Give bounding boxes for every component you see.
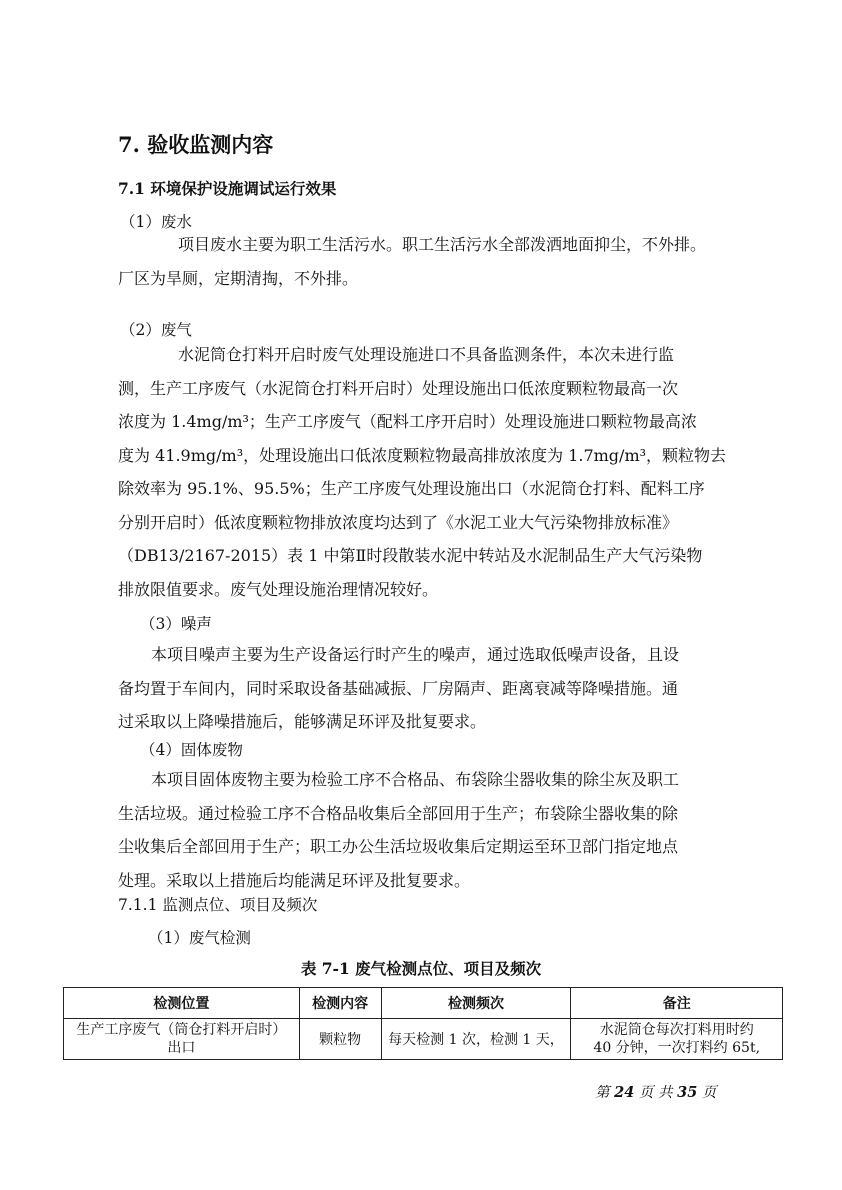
text-line: 处理。采取以上措施后均能满足环评及批复要求。 xyxy=(118,870,471,890)
section-title: 7. 验收监测内容 xyxy=(118,132,274,157)
text-line: 过采取以上降噪措施后，能够满足环评及批复要求。 xyxy=(118,712,487,731)
text-line: 排放限值要求。废气处理设施治理情况较好。 xyxy=(118,579,439,599)
cell-line: 水泥筒仓每次打料用时约 xyxy=(599,1022,754,1038)
text-line: 本项目固体废物主要为检验工序不合格品、布袋除尘器收集的除尘灰及职工 xyxy=(151,770,680,789)
text-line: 浓度为 1.4mg/m³；生产工序废气（配料工序开启时）处理设施进口颗粒物最高浓 xyxy=(118,412,697,431)
table-caption: 表 7-1 废气检测点位、项目及频次 xyxy=(300,959,542,978)
footer-suffix: 页 xyxy=(701,1085,717,1101)
solid-waste-paragraph xyxy=(118,763,728,897)
solid-waste-heading: （4）固体废物 xyxy=(140,741,243,759)
footer-prefix: 第 xyxy=(595,1085,610,1101)
exhaust-heading: （2）废气 xyxy=(120,321,192,339)
table-cell xyxy=(64,1019,300,1060)
text-line: 除效率为 95.1%、95.5%；生产工序废气处理设施出口（水泥筒仓打料、配料工序 xyxy=(118,479,705,498)
text-line: 项目废水主要为职工生活污水。职工生活污水全部泼洒地面抑尘，不外排。 xyxy=(178,235,707,254)
table-cell: 颗粒物 xyxy=(299,1019,381,1060)
text-line: 厂区为旱厕，定期清掏，不外排。 xyxy=(118,268,359,288)
wastewater-paragraph xyxy=(118,228,728,295)
cell-line: 生产工序废气（筒仓打料开启时） xyxy=(76,1022,287,1038)
noise-paragraph xyxy=(118,638,728,739)
text-line: 尘收集后全部回用于生产；职工办公生活垃圾收集后定期运至环卫部门指定地点 xyxy=(118,837,679,856)
column-header: 检测频次 xyxy=(381,988,571,1019)
footer-mid: 页 共 xyxy=(638,1085,673,1101)
cell-line: 40 分钟，一次打料约 65t, xyxy=(593,1040,761,1056)
subsection-title: 7.1 环境保护设施调试运行效果 xyxy=(118,179,337,198)
column-header: 检测位置 xyxy=(64,988,300,1019)
page-number: 24 xyxy=(614,1084,635,1101)
text-line: 度为 41.9mg/m³，处理设施出口低浓度颗粒物最高排放浓度为 1.7mg/m³，颗粒物去 xyxy=(118,445,727,465)
table-header-row xyxy=(64,988,783,1019)
page-footer xyxy=(595,1081,716,1102)
wastewater-heading: （1）废水 xyxy=(120,213,192,231)
page-total: 35 xyxy=(677,1084,698,1101)
table-row xyxy=(64,1019,783,1060)
table-cell xyxy=(571,1019,783,1060)
text-line: 水泥筒仓打料开启时废气处理设施进口不具备监测条件，本次未进行监 xyxy=(178,345,675,364)
monitoring-heading: 7.1.1 监测点位、项目及频次 xyxy=(118,896,318,914)
column-header: 检测内容 xyxy=(299,988,381,1019)
text-line: （DB13/2167-2015）表 1 中第Ⅱ时段散装水泥中转站及水泥制品生产大气污染物 xyxy=(118,546,703,565)
monitoring-table xyxy=(63,987,783,1060)
text-line: 本项目噪声主要为生产设备运行时产生的噪声，通过选取低噪声设备，且设 xyxy=(151,645,680,664)
table-cell: 每天检测 1 次，检测 1 天， xyxy=(381,1019,571,1060)
text-line: 备均置于车间内，同时采取设备基础减振、厂房隔声、距离衰减等降噪措施。通 xyxy=(118,678,679,698)
cell-line: 出口 xyxy=(167,1040,196,1056)
text-line: 分别开启时）低浓度颗粒物排放浓度均达到了《水泥工业大气污染物排放标准》 xyxy=(118,512,679,532)
text-line: 生活垃圾。通过检验工序不合格品收集后全部回用于生产；布袋除尘器收集的除 xyxy=(118,803,679,823)
exhaust-paragraph xyxy=(118,338,728,606)
monitoring-subheading: （1）废气检测 xyxy=(148,929,251,947)
noise-heading: （3）噪声 xyxy=(140,615,212,633)
text-line: 测，生产工序废气（水泥筒仓打料开启时）处理设施出口低浓度颗粒物最高一次 xyxy=(118,378,679,398)
column-header: 备注 xyxy=(571,988,783,1019)
